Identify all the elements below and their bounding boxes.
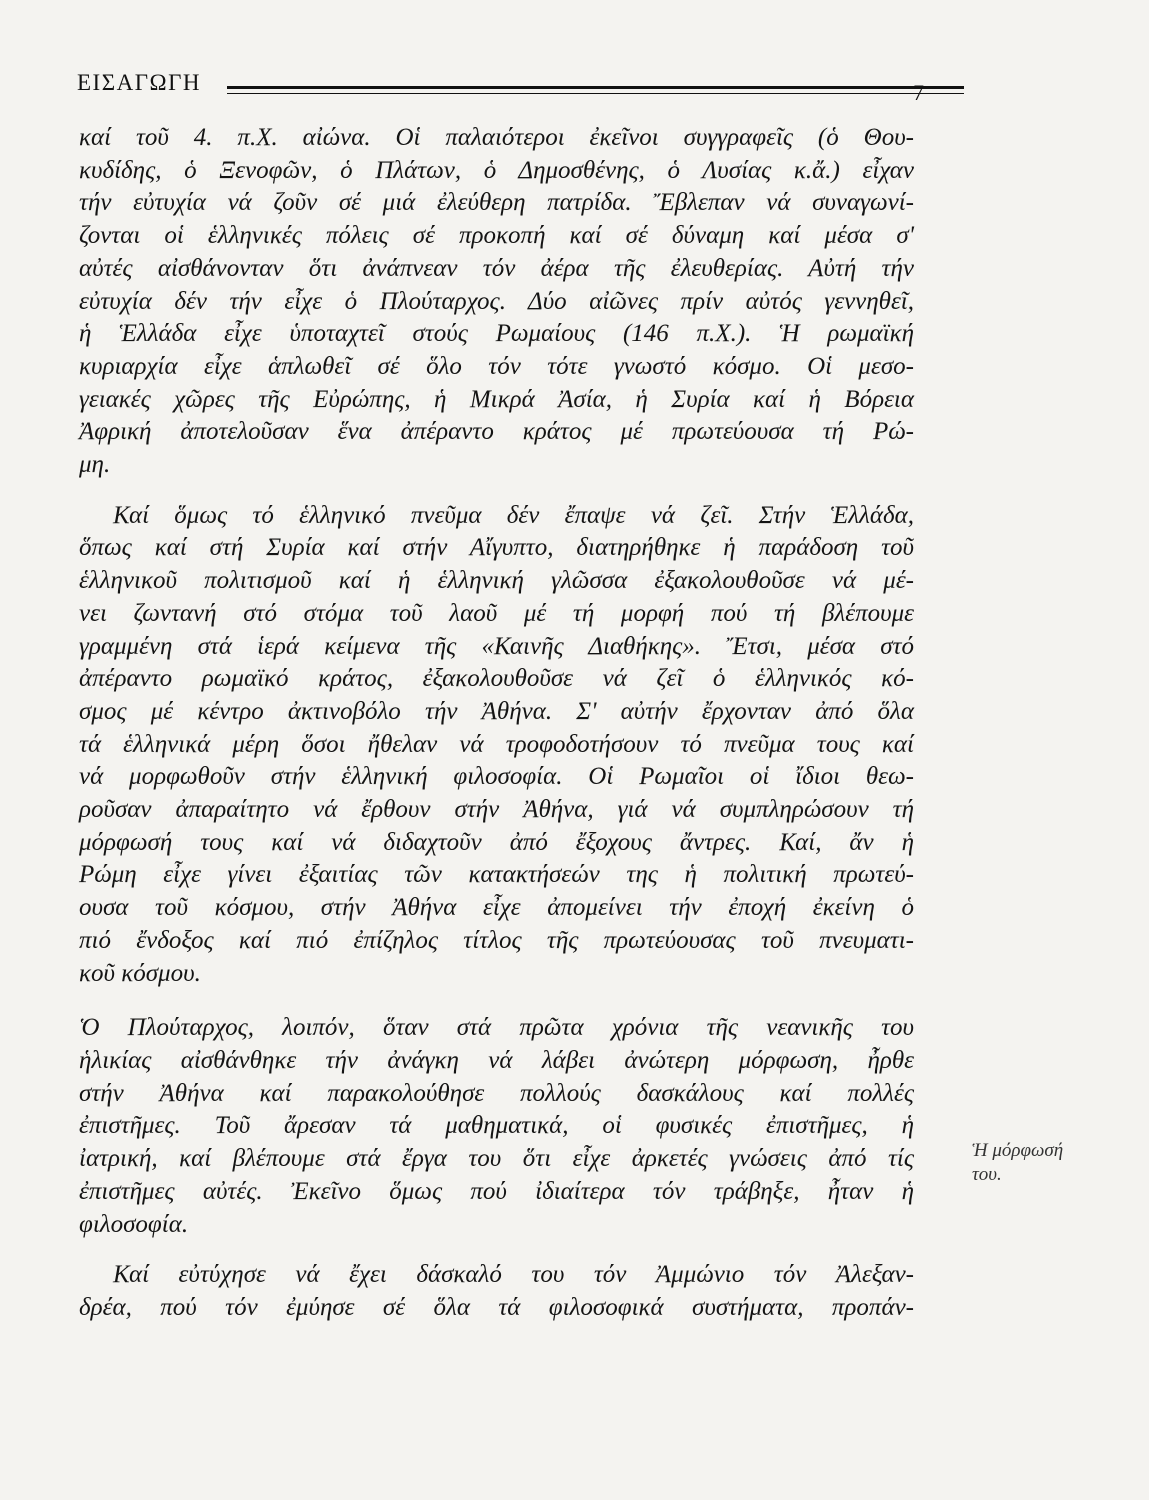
text-line: κυριαρχία εἶχε ἁπλωθεῖ σέ ὅλο τόν τότε γνωστό κόσμο. Οἱ μεσο- <box>79 352 914 380</box>
text-line: τήν εὐτυχία νά ζοῦν σέ μιά ἐλεύθερη πατρίδα. Ἔβλεπαν νά συναγωνί- <box>79 189 914 217</box>
text-line: Καί εὐτύχησε νά ἔχει δάσκαλό του τόν Ἀμμώνιο τόν Ἀλεξαν- <box>113 1261 914 1289</box>
paragraph-gap <box>79 482 914 500</box>
text-line: ἀπέραντο ρωμαϊκό κράτος, ἐξακολουθοῦσε νά ζεῖ ὁ ἑλληνικός κό- <box>79 665 914 693</box>
body-text <box>79 122 914 1325</box>
text-line: γειακές χῶρες τῆς Εὐρώπης, ἡ Μικρά Ἀσία, ἡ Συρία καί ἡ Βόρεια <box>79 385 914 413</box>
text-line: καί τοῦ 4. π.Χ. αἰώνα. Οἱ παλαιότεροι ἐκεῖνοι συγγραφεῖς (ὁ Θου- <box>79 124 914 151</box>
text-line: Καί ὅμως τό ἑλληνικό πνεῦμα δέν ἔπαψε νά ζεῖ. Στήν Ἑλλάδα, <box>113 501 914 529</box>
text-line: ἡλικίας αἰσθάνθηκε τήν ἀνάγκη νά λάβει ἀνώτερη μόρφωση, ἦρθε <box>79 1046 914 1074</box>
text-line: Ρώμη εἶχε γίνει ἐξαιτίας τῶν κατακτήσεών της ἡ πολιτική πρωτεύ- <box>79 861 914 889</box>
text-line: ἐπιστῆμες. Τοῦ ἄρεσαν τά μαθηματικά, οἱ φυσικές ἐπιστῆμες, ἡ <box>79 1112 914 1140</box>
text-line: τά ἑλληνικά μέρη ὅσοι ἤθελαν νά τροφοδοτήσουν τό πνεῦμα τους καί <box>79 730 914 758</box>
text-line: δρέα, πού τόν ἐμύησε σέ ὅλα τά φιλοσοφικά συστήματα, προπάν- <box>79 1293 914 1321</box>
text-line: νά μορφωθοῦν στήν ἑλληνική φιλοσοφία. Οἱ Ρωμαῖοι οἱ ἴδιοι θεω- <box>79 763 914 791</box>
paragraph <box>79 122 914 482</box>
text-line: σμος μέ κέντρο ἀκτινοβόλο τήν Ἀθήνα. Σ' αὐτήν ἔρχονταν ἀπό ὅλα <box>79 697 914 725</box>
text-line: ὅπως καί στή Συρία καί στήν Αἴγυπτο, διατηρήθηκε ἡ παράδοση τοῦ <box>79 534 914 562</box>
text-line: μόρφωσή τους καί νά διδαχτοῦν ἀπό ἔξοχους ἄντρες. Καί, ἄν ἡ <box>79 828 914 856</box>
text-line: ἑλληνικοῦ πολιτισμοῦ καί ἡ ἑλληνική γλῶσσα ἐξακολουθοῦσε νά μέ- <box>79 567 914 595</box>
header-rule <box>227 86 964 89</box>
text-line: ζονται οἱ ἑλληνικές πόλεις σέ προκοπή καί σέ δύναμη καί μέσα σ' <box>79 222 914 250</box>
text-line: αὐτές αἰσθάνονταν ὅτι ἀνάπνεαν τόν ἀέρα τῆς ἐλευθερίας. Αὐτή τήν <box>79 254 914 282</box>
text-line: Ὁ Πλούταρχος, λοιπόν, ὅταν στά πρῶτα χρόνια τῆς νεανικῆς του <box>79 1014 914 1042</box>
paragraph <box>79 500 914 991</box>
text-line: κυδίδης, ὁ Ξενοφῶν, ὁ Πλάτων, ὁ Δημοσθένης, ὁ Λυσίας κ.ἄ.) εἶχαν <box>79 156 914 184</box>
margin-note <box>972 1139 1082 1187</box>
paragraph <box>79 1259 914 1324</box>
page-header <box>77 70 937 110</box>
text-line: γραμμένη στά ἱερά κείμενα τῆς «Καινῆς Διαθήκης». Ἔτσι, μέσα στό <box>79 632 914 660</box>
margin-note-line: του. <box>972 1164 1002 1185</box>
text-line: Ἀφρική ἀποτελοῦσαν ἕνα ἀπέραντο κράτος μέ πρωτεύουσα τή Ρώ- <box>79 418 914 446</box>
text-line: ἐπιστῆμες αὐτές. Ἐκεῖνο ὅμως πού ἰδιαίτερα τόν τράβηξε, ἦταν ἡ <box>79 1177 914 1205</box>
text-line: φιλοσοφία. <box>79 1210 189 1238</box>
text-line: ροῦσαν ἀπαραίτητο νά ἔρθουν στήν Ἀθήνα, γιά νά συμπληρώσουν τή <box>79 796 914 824</box>
page-number: 7 <box>913 80 924 105</box>
text-line: ἰατρική, καί βλέπουμε στά ἔργα του ὅτι εἶχε ἀρκετές γνώσεις ἀπό τίς <box>79 1145 914 1173</box>
text-line: πιό ἔνδοξος καί πιό ἐπίζηλος τίτλος τῆς πρωτεύουσας τοῦ πνευματι- <box>79 926 914 954</box>
header-rule-thin <box>227 93 964 94</box>
text-line: νει ζωντανή στό στόμα τοῦ λαοῦ μέ τή μορφή πού τή βλέπουμε <box>79 599 914 627</box>
text-line: στήν Ἀθήνα καί παρακολούθησε πολλούς δασκάλους καί πολλές <box>79 1079 914 1107</box>
text-line: ουσα τοῦ κόσμου, στήν Ἀθήνα εἶχε ἀπομείνει τήν ἐποχή ἐκείνη ὁ <box>79 894 914 922</box>
paragraph-gap <box>79 1241 914 1259</box>
text-line: εὐτυχία δέν τήν εἶχε ὁ Πλούταρχος. Δύο αἰῶνες πρίν αὐτός γεννηθεῖ, <box>79 287 914 315</box>
chapter-title: ΕΙΣΑΓΩΓΗ <box>77 70 202 95</box>
text-line: ἡ Ἑλλάδα εἶχε ὑποταχτεῖ στούς Ρωμαίους (146 π.Χ.). Ἡ ρωμαϊκή <box>79 320 914 348</box>
paragraph <box>79 1012 914 1241</box>
text-line: μη. <box>79 451 111 479</box>
margin-note-line: Ἡ μόρφωσή <box>972 1140 1064 1161</box>
text-line: κοῦ κόσμου. <box>79 959 201 987</box>
paragraph-gap <box>79 990 914 1012</box>
